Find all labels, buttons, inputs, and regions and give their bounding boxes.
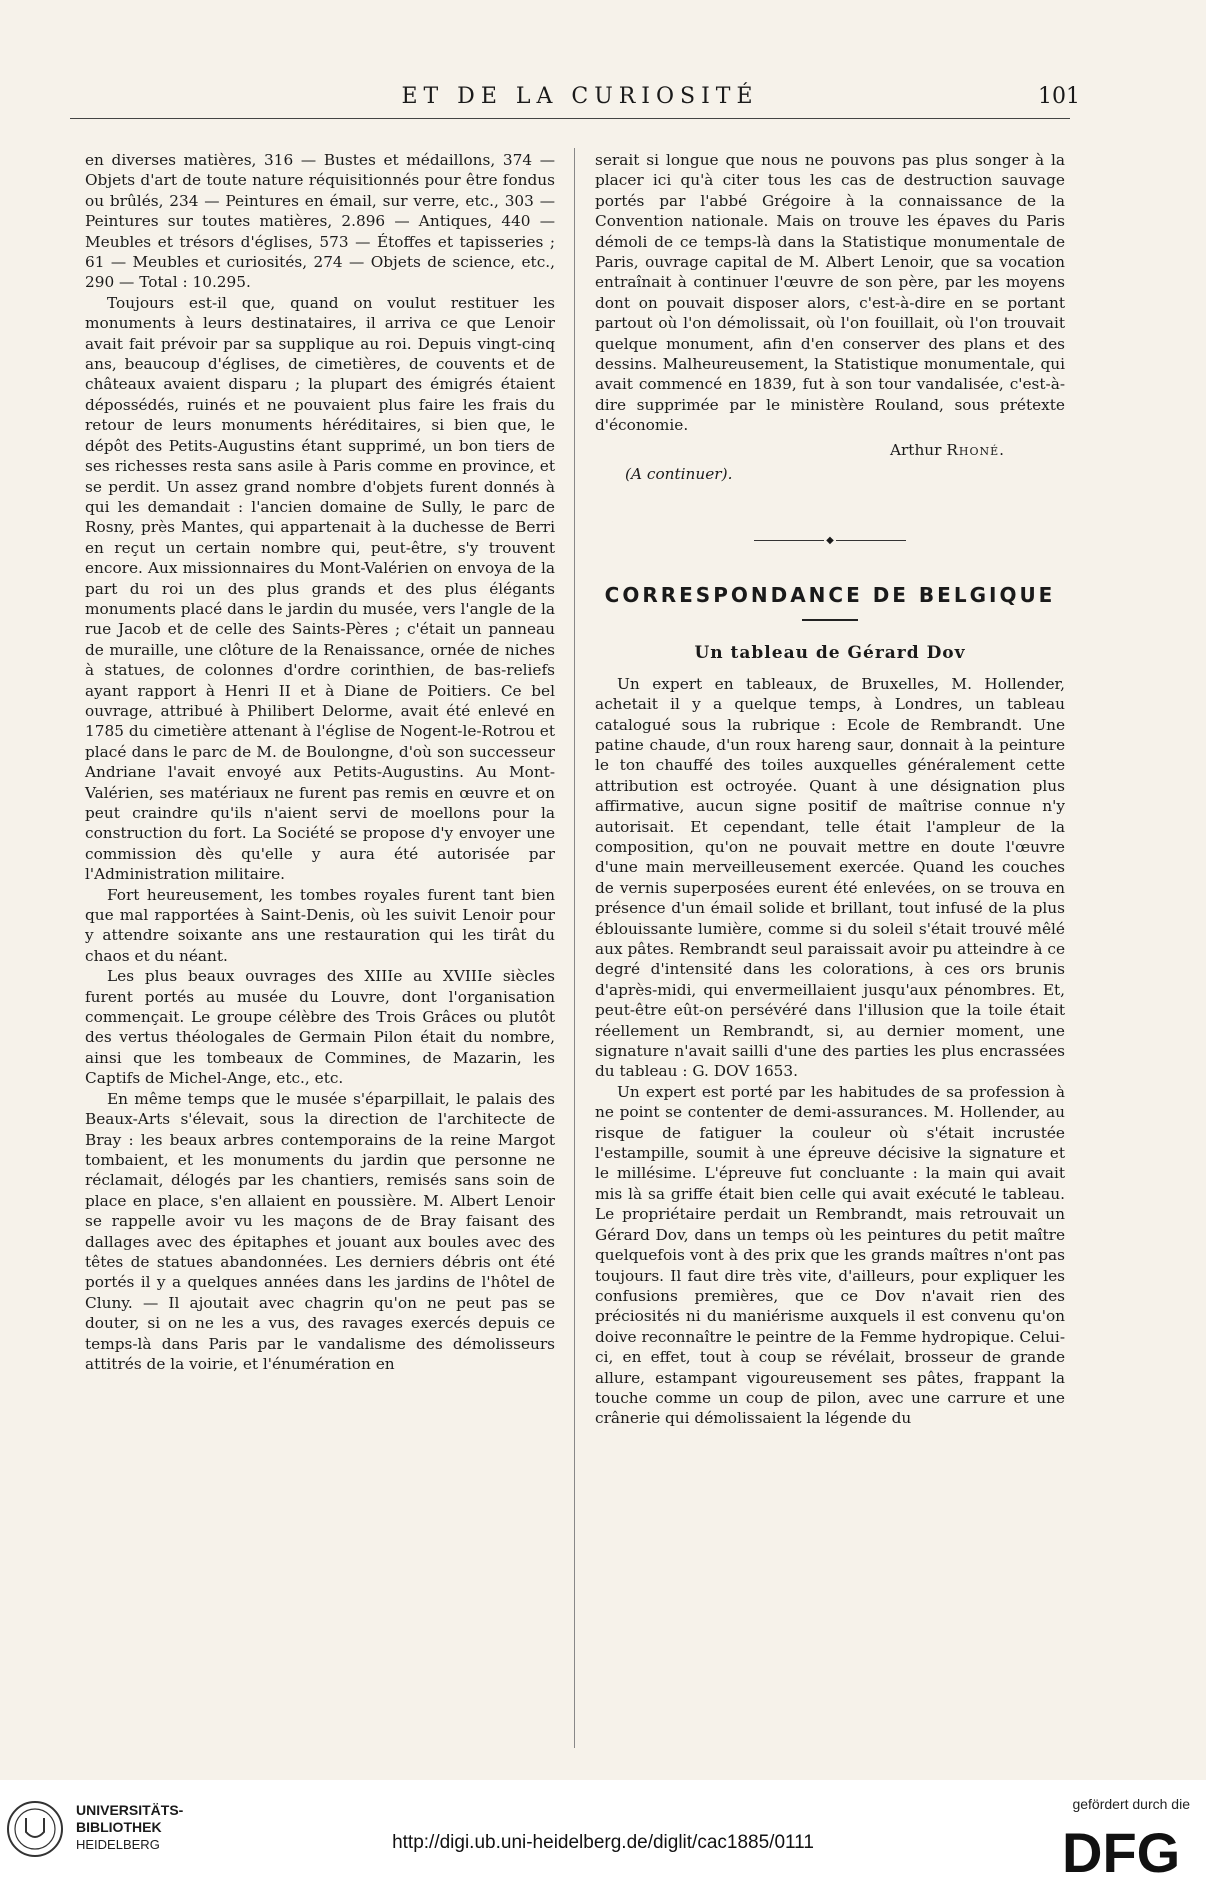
digitization-footer <box>0 1780 1206 1895</box>
author-last-name: Rhoné. <box>946 440 1005 459</box>
paragraph: En même temps que le musée s'éparpillait, le palais des Beaux-Arts s'élevait, sous la direction de l'architecte de Bray : les beaux arbres contemporains de la reine Margot tombaient, et les monuments du jardin que personne ne réclamait, délogés par les chantiers, remisés sans soin de place en place, s'en allaient en poussière. M. Albert Lenoir se rappelle avoir vu les maçons de de Bray faisant des dallages avec des épitaphes et jouant aux boules avec des têtes de statues abandonnées. Les derniers débris ont été portés il y a quelques années dans les jardins de l'hôtel de Cluny. — Il ajoutait avec chagrin qu'on ne peut pas se douter, si on ne les a vus, des ravages exercés depuis ce temps-là dans Paris par le vandalisme des démolisseurs attitrés de la voirie, et l'énumération en <box>85 1089 555 1373</box>
running-title: ET DE LA CURIOSITÉ <box>401 84 759 109</box>
section-title: CORRESPONDANCE DE BELGIQUE <box>604 582 1056 607</box>
author-signature <box>595 440 1005 460</box>
paragraph: en diverses matières, 316 — Bustes et médaillons, 374 — Objets d'art de toute nature réquisitionnés pour être fondus ou brûlés, 234 — Peintures en émail, sur verre, etc., 303 — Peintures sur toutes matières, 2.896 — Antiques, 440 — Meubles et trésors d'églises, 573 — Étoffes et tapisseries ; 61 — Meubles et curiosités, 274 — Objets de science, etc., 290 — Total : 10.295. <box>85 151 555 292</box>
paragraph: Toujours est-il que, quand on voulut restituer les monuments à leurs destinataires, il arriva ce que Lenoir avait fait prévoir par sa supplique au roi. Depuis vingt-cinq ans, beaucoup d'églises, de cimetières, de couvents et de châteaux avaient disparu ; la plupart des émigrés étaient dépossédés, ruinés et ne pouvaient plus faire les frais du retour de leurs monuments héréditaires, si bien que, le dépôt des Petits-Augustins étant supprimé, un bon tiers de ses richesses resta sans asile à Paris comme en province, et se perdit. Un assez grand nombre d'objets furent donnés à qui les demandait : l'ancien domaine de Sully, le parc de Rosny, près Mantes, qui appartenait à la duchesse de Berri en reçut un certain nombre qui, peut-être, s'y trouvent encore. Aux missionnaires du Mont-Valérien on envoya de la part du roi un des plus grands et des plus élégants monuments placé dans le jardin du musée, vers l'angle de la rue Jacob et de celle des Saints-Pères ; c'était un panneau de muraille, une clôture de la Renaissance, ornée de niches à statues, de colonnes d'ordre corinthien, de bas-reliefs ayant rapport à Henri II et à Diane de Poitiers. Ce bel ouvrage, attribué à Philibert Delorme, avait été enlevé en 1785 du cimetière attenant à l'église de Nogent-le-Rotrou et placé dans le parc de M. de Boulongne, d'où son successeur Andriane l'avait envoyé aux Petits-Augustins. Au Mont-Valérien, ses matériaux ne furent pas remis en œuvre et on peut craindre qu'ils n'aient servi de moellons pour la construction du fort. La Société se propose d'y envoyer une commission dès qu'elle y aura été autorisée par l'Administration militaire. <box>85 293 555 884</box>
paragraph: serait si longue que nous ne pouvons pas plus songer à la placer ici qu'à citer tous les cas de destruction sauvage portés par l'abbé Grégoire à la connaissance de la Convention nationale. Mais on trouve les épaves du Paris démoli de ce temps-là dans la Statistique monumentale de Paris, ouvrage capital de M. Albert Lenoir, que sa vocation entraînait à continuer l'œuvre de son père, par les moyens dont on pouvait disposer alors, c'est-à-dire en se portant partout où l'on démolissait, où l'on fouillait, où l'on trouvait quelque monument, afin d'en conserver des plans et des dessins. Malheureusement, la Statistique monumentale, qui avait commencé en 1839, fut à son tour vandalisée, c'est-à-dire supprimée par le ministère Rouland, sous prétexte d'économie. <box>595 151 1065 435</box>
right-column <box>595 150 1065 1429</box>
header-rule <box>70 118 1070 119</box>
permalink[interactable]: http://digi.ub.uni-heidelberg.de/diglit/cac1885/0111 <box>392 1832 814 1853</box>
left-column <box>85 150 555 1374</box>
running-header <box>80 84 1080 116</box>
section-ornament: ◆ <box>595 531 1065 551</box>
paragraph: Les plus beaux ouvrages des XIIIe au XVIIIe siècles furent portés au musée du Louvre, dont l'organisation commençait. Le groupe célèbre des Trois Grâces ou plutôt des vertus théologales de Germain Pilon était du nombre, ainsi que les tombeaux de Commines, de Mazarin, les Captifs de Michel-Ange, etc., etc. <box>85 967 555 1088</box>
paragraph: Fort heureusement, les tombes royales furent tant bien que mal rapportées à Saint-Denis, où les suivit Lenoir pour y attendre soixante ans une restauration qui les tirât du chaos et du néant. <box>85 885 555 965</box>
to-be-continued: (A continuer). <box>625 465 733 484</box>
column-divider <box>574 148 575 1748</box>
article-subtitle: Un tableau de Gérard Dov <box>694 643 966 664</box>
paragraph: Un expert est porté par les habitudes de sa profession à ne point se contenter de demi-assurances. M. Hollender, au risque de fatiguer la couleur où s'était incrustée l'estampille, soumit à une épreuve décisive la signature et le millésime. L'épreuve fut concluante : la main qui avait mis là sa griffe était bien celle qui avait exécuté le tableau. Le propriétaire perdait un Rembrandt, mais retrouvait un Gérard Dov, dans un temps où les peintures du petit maître quelquefois vont à des prix que les grands maîtres n'ont pas toujours. Il faut dire très vite, d'ailleurs, pour expliquer les confusions premières, que ce Dov n'avait rien des préciosités ni du maniérisme auxquels il est convenu qu'on doive reconnaître le peintre de la Femme hydropique. Celui-ci, en effet, tout à coup se révélait, brosseur de grande allure, estampant vigoureusement ses pâtes, frappant la touche comme un coup de pilon, avec une carrure et une crânerie qui démolissaient la légende du <box>595 1082 1065 1428</box>
page-number: 101 <box>1038 84 1080 109</box>
section-rule <box>802 619 858 621</box>
author-first-name: Arthur <box>889 440 942 459</box>
funding-label: gefördert durch die <box>1072 1796 1190 1812</box>
paragraph: Un expert en tableaux, de Bruxelles, M. Hollender, achetait il y a quelque temps, à Londres, un tableau catalogué sous la rubrique : Ecole de Rembrandt. Une patine chaude, d'un roux hareng saur, donnait à la peinture le ton chauffé des toiles auxquelles généralement cette attribution est octroyée. Quant à une désignation plus affirmative, aucun signe positif de maîtrise connue n'y autorisait. Et cependant, telle était l'ampleur de la composition, qu'on ne pouvait mettre en doute l'œuvre d'une main merveilleusement exercée. Quand les couches de vernis superposées eurent été enlevées, on se trouva en présence d'un émail solide et brillant, tout infusé de la plus éblouissante lumière, comme si du soleil s'était trouvé mêlé aux pâtes. Rembrandt seul paraissait avoir pu atteindre à ce degré d'intensité dans les colorations, à ces ors brunis d'après-midi, qui envermeillaient jusqu'aux pénombres. Et, peut-être eût-on persévéré dans l'illusion que la toile était réellement un Rembrandt, si, au dernier moment, une signature n'avait sailli d'une des parties les plus encrassées du tableau : G. DOV 1653. <box>595 674 1065 1081</box>
dfg-logo-icon <box>1060 1818 1190 1880</box>
library-name: UNIVERSITÄTS- BIBLIOTHEK HEIDELBERG <box>76 1802 184 1852</box>
svg-text:DFG: DFG <box>1062 1821 1181 1880</box>
